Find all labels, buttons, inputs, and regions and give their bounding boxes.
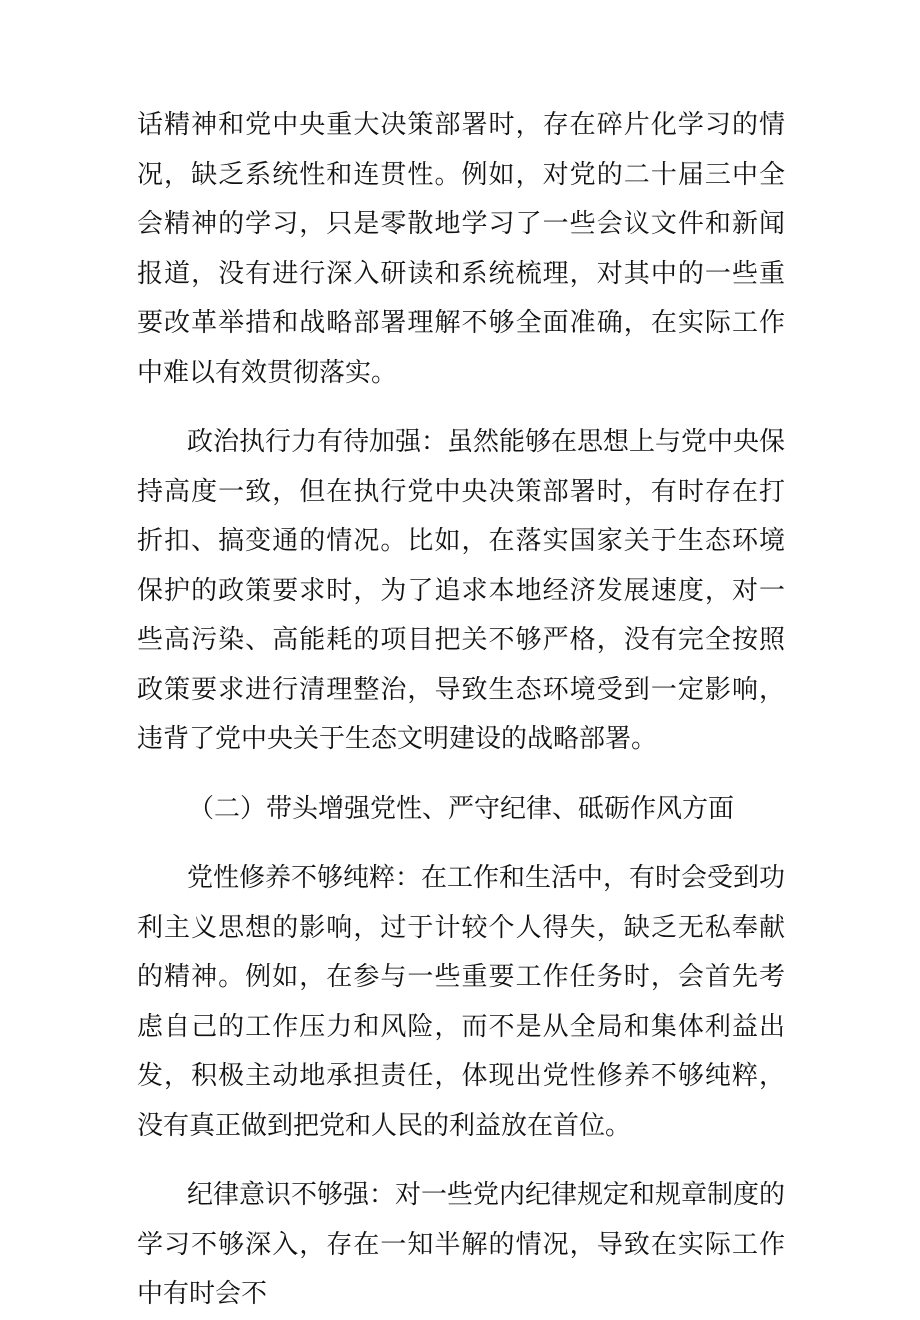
document-body	[137, 101, 785, 1320]
paragraph-political-execution: 政治执行力有待加强：虽然能够在思想上与党中央保持高度一致，但在执行党中央决策部署时，有时存在打折扣、搞变通的情况。比如，在落实国家关于生态环境保护的政策要求时，为了追求本地经济发展速度，对一些高污染、高能耗的项目把关不够严格，没有完全按照政策要求进行清理整治，导致生态环境受到一定影响，违背了党中央关于生态文明建设的战略部署。	[137, 427, 786, 754]
paragraph-discipline: 纪律意识不够强：对一些党内纪律规定和规章制度的学习不够深入，存在一知半解的情况，导致在实际工作中有时会不	[137, 1180, 786, 1309]
paragraph-party-spirit: 党性修养不够纯粹：在工作和生活中，有时会受到功利主义思想的影响，过于计较个人得失，缺乏无私奉献的精神。例如，在参与一些重要工作任务时，会首先考虑自己的工作压力和风险，而不是从全局和集体利益出发，积极主动地承担责任，体现出党性修养不够纯粹，没有真正做到把党和人民的利益放在首位。	[137, 863, 786, 1141]
section-heading: （二）带头增强党性、严守纪律、砥砺作风方面	[187, 793, 734, 824]
paragraph-continued: 话精神和党中央重大决策部署时，存在碎片化学习的情况，缺乏系统性和连贯性。例如，对党的二十届三中全会精神的学习，只是零散地学习了一些会议文件和新闻报道，没有进行深入研读和系统梳理，对其中的一些重要改革举措和战略部署理解不够全面准确，在实际工作中难以有效贯彻落实。	[137, 110, 785, 388]
